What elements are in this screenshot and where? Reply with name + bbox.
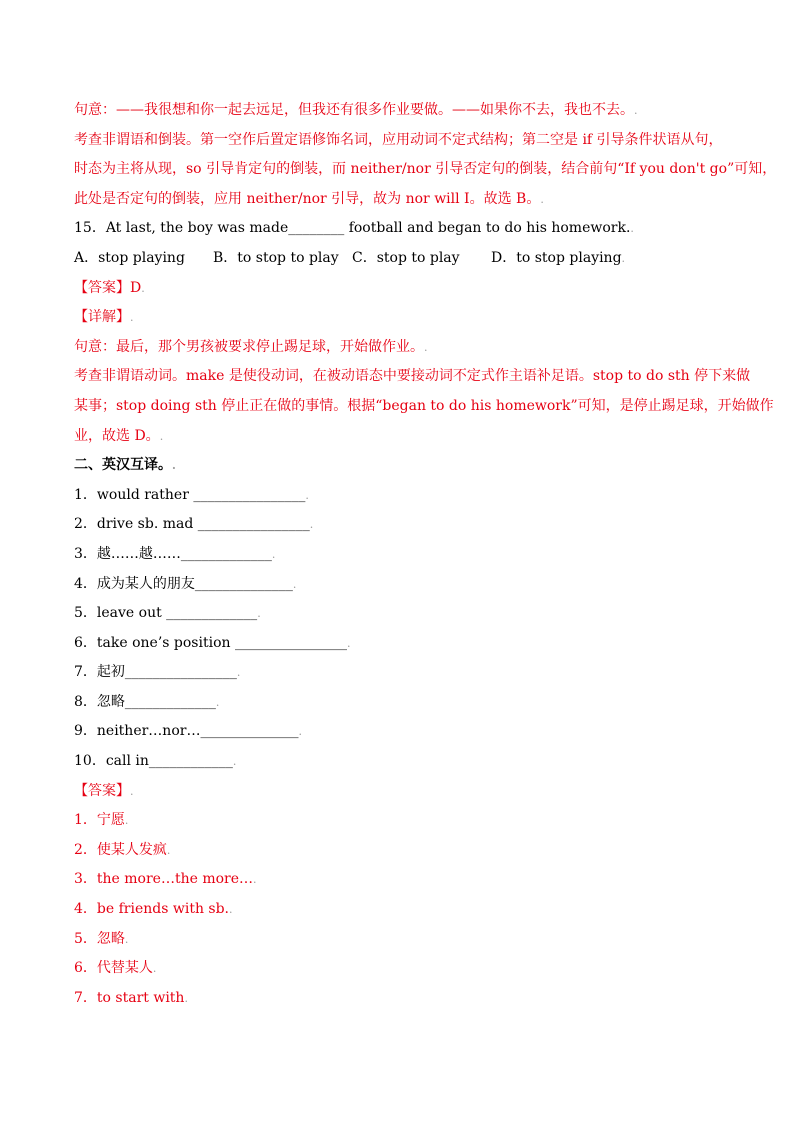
translation-item: 9．neither…nor…______________. xyxy=(74,723,302,740)
q15-stem: 15．At last, the boy was made________ football and began to do his homework.. xyxy=(74,220,634,237)
translation-item: 3．越……越……_____________. xyxy=(74,545,276,562)
q14-analysis-line-2: 时态为主将从现，so 引导肯定句的倒装，而 neither/nor 引导否定句的倒装，结合前句“If you don't go”可知， xyxy=(74,161,777,178)
q14-meaning: 句意：——我很想和你一起去远足，但我还有很多作业要做。——如果你不去，我也不去。. xyxy=(74,102,638,118)
translation-answer: 7．to start with. xyxy=(74,989,188,1006)
translation-answer: 2．使某人发疯. xyxy=(74,841,171,858)
translation-item: 7．起初________________. xyxy=(74,664,241,681)
translation-item: 6．take one’s position ________________. xyxy=(74,634,351,651)
translation-answer: 6．代替某人. xyxy=(74,960,157,977)
q15-option-a: A．stop playing xyxy=(74,249,185,266)
translation-answer: 5．忽略. xyxy=(74,930,129,947)
q14-analysis-line-3: 此处是否定句的倒装，应用 neither/nor 引导，故为 nor will I。故选 B。. xyxy=(74,190,544,207)
translation-item: 4．成为某人的朋友______________. xyxy=(74,575,297,592)
q15-option-c: C．stop to play xyxy=(352,249,460,266)
translation-item: 1．would rather ________________. xyxy=(74,486,309,503)
q15-answer: 【答案】D. xyxy=(74,279,145,296)
translation-item: 8．忽略_____________. xyxy=(74,693,220,710)
q15-meaning: 句意：最后，那个男孩被要求停止踢足球，开始做作业。. xyxy=(74,338,428,355)
q14-analysis-line-1: 考查非谓语和倒装。第一空作后置定语修饰名词，应用动词不定式结构；第二空是 if 引导条件状语从句， xyxy=(74,131,723,148)
q15-detail-label: 【详解】. xyxy=(74,309,134,326)
translation-item: 10．call in____________. xyxy=(74,753,237,770)
translation-answer: 3．the more…the more…. xyxy=(74,871,257,888)
q15-analysis-line-3: 业，故选 D。. xyxy=(74,427,164,444)
q15-analysis-line-2: 某事；stop doing sth 停止正在做的事情。根据“began to do his homework”可知，是停止踢足球，开始做作 xyxy=(74,397,774,414)
q15-options xyxy=(74,244,734,274)
translation-item: 2．drive sb. mad ________________. xyxy=(74,516,314,533)
translation-answer: 4．be friends with sb.. xyxy=(74,901,233,918)
translation-item: 5．leave out _____________. xyxy=(74,605,261,622)
q15-option-b: B．to stop to play xyxy=(213,249,339,266)
section-2-answer-label: 【答案】. xyxy=(74,782,134,799)
section-2-title: 二、英汉互译。. xyxy=(74,457,176,474)
q15-analysis-line-1: 考查非谓语动词。make 是使役动词，在被动语态中要接动词不定式作主语补足语。stop to do sth 停下来做 xyxy=(74,368,751,385)
q15-option-d: D．to stop playing. xyxy=(491,249,626,266)
document-page xyxy=(74,96,777,1013)
translation-answer: 1．宁愿. xyxy=(74,812,129,829)
